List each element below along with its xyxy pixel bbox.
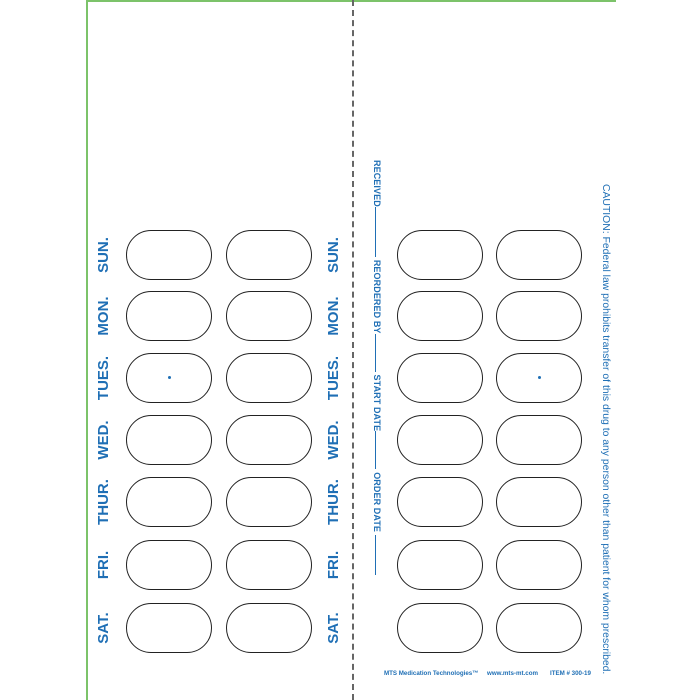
- blister-card: [86, 0, 616, 700]
- blister-fri-right-a: [397, 540, 483, 590]
- day-label-sun-right: SUN.: [325, 237, 342, 273]
- blister-tues-right-b: [496, 353, 582, 403]
- order-date-label: ORDER DATE: [372, 472, 382, 533]
- day-label-fri-right: FRI.: [325, 550, 342, 580]
- blister-mon-left-b: [226, 291, 312, 341]
- blister-thur-right-a: [397, 477, 483, 527]
- received-label: RECEIVED: [372, 160, 382, 207]
- blister-sun-left-a: [126, 230, 212, 280]
- day-label-mon-right: MON.: [325, 296, 342, 336]
- reordered-by-label: REORDERED BY: [372, 259, 382, 334]
- blister-sun-right-b: [496, 230, 582, 280]
- blister-tues-left-a: [126, 353, 212, 403]
- day-label-thur-right: THUR.: [325, 479, 342, 525]
- form-labels: [372, 160, 382, 575]
- blister-thur-left-b: [226, 477, 312, 527]
- blister-thur-left-a: [126, 477, 212, 527]
- blister-sun-right-a: [397, 230, 483, 280]
- blister-sat-left-b: [226, 603, 312, 653]
- blister-fri-left-a: [126, 540, 212, 590]
- day-label-thur-left: THUR.: [95, 479, 112, 525]
- footer-company: MTS Medication Technologies™: [384, 670, 479, 677]
- center-dot-mark: [538, 376, 541, 379]
- start-date-label: START DATE: [372, 374, 382, 432]
- day-label-tues-right: TUES.: [325, 355, 342, 401]
- blister-tues-right-a: [397, 353, 483, 403]
- received-blank: [375, 207, 376, 257]
- blister-tues-left-b: [226, 353, 312, 403]
- blister-sat-right-b: [496, 603, 582, 653]
- blister-sun-left-b: [226, 230, 312, 280]
- blister-fri-right-b: [496, 540, 582, 590]
- blister-mon-right-b: [496, 291, 582, 341]
- blister-sat-right-a: [397, 603, 483, 653]
- blister-fri-left-b: [226, 540, 312, 590]
- caution-text: CAUTION: Federal law prohibits transfer of this drug to any person other than patient for whom prescribed.: [600, 184, 611, 675]
- footer-item: ITEM # 300-19: [550, 670, 591, 677]
- order-date-blank: [375, 535, 376, 575]
- perforation-line: [352, 0, 354, 700]
- center-dot-mark: [168, 376, 171, 379]
- blister-wed-left-a: [126, 415, 212, 465]
- day-label-wed-right: WED.: [325, 420, 342, 460]
- blister-wed-right-a: [397, 415, 483, 465]
- day-label-wed-left: WED.: [95, 420, 112, 460]
- blister-wed-left-b: [226, 415, 312, 465]
- blister-mon-left-a: [126, 291, 212, 341]
- reordered-by-blank: [375, 334, 376, 372]
- day-label-sat-right: SAT.: [325, 612, 342, 644]
- blister-sat-left-a: [126, 603, 212, 653]
- day-label-fri-left: FRI.: [95, 550, 112, 580]
- day-label-sun-left: SUN.: [95, 237, 112, 273]
- day-label-mon-left: MON.: [95, 296, 112, 336]
- blister-wed-right-b: [496, 415, 582, 465]
- blister-thur-right-b: [496, 477, 582, 527]
- footer-website: www.mts-mt.com: [487, 670, 538, 677]
- card-left-edge: [86, 0, 88, 700]
- start-date-blank: [375, 431, 376, 469]
- blister-mon-right-a: [397, 291, 483, 341]
- day-label-sat-left: SAT.: [95, 612, 112, 644]
- card-top-edge: [86, 0, 616, 2]
- day-label-tues-left: TUES.: [95, 355, 112, 401]
